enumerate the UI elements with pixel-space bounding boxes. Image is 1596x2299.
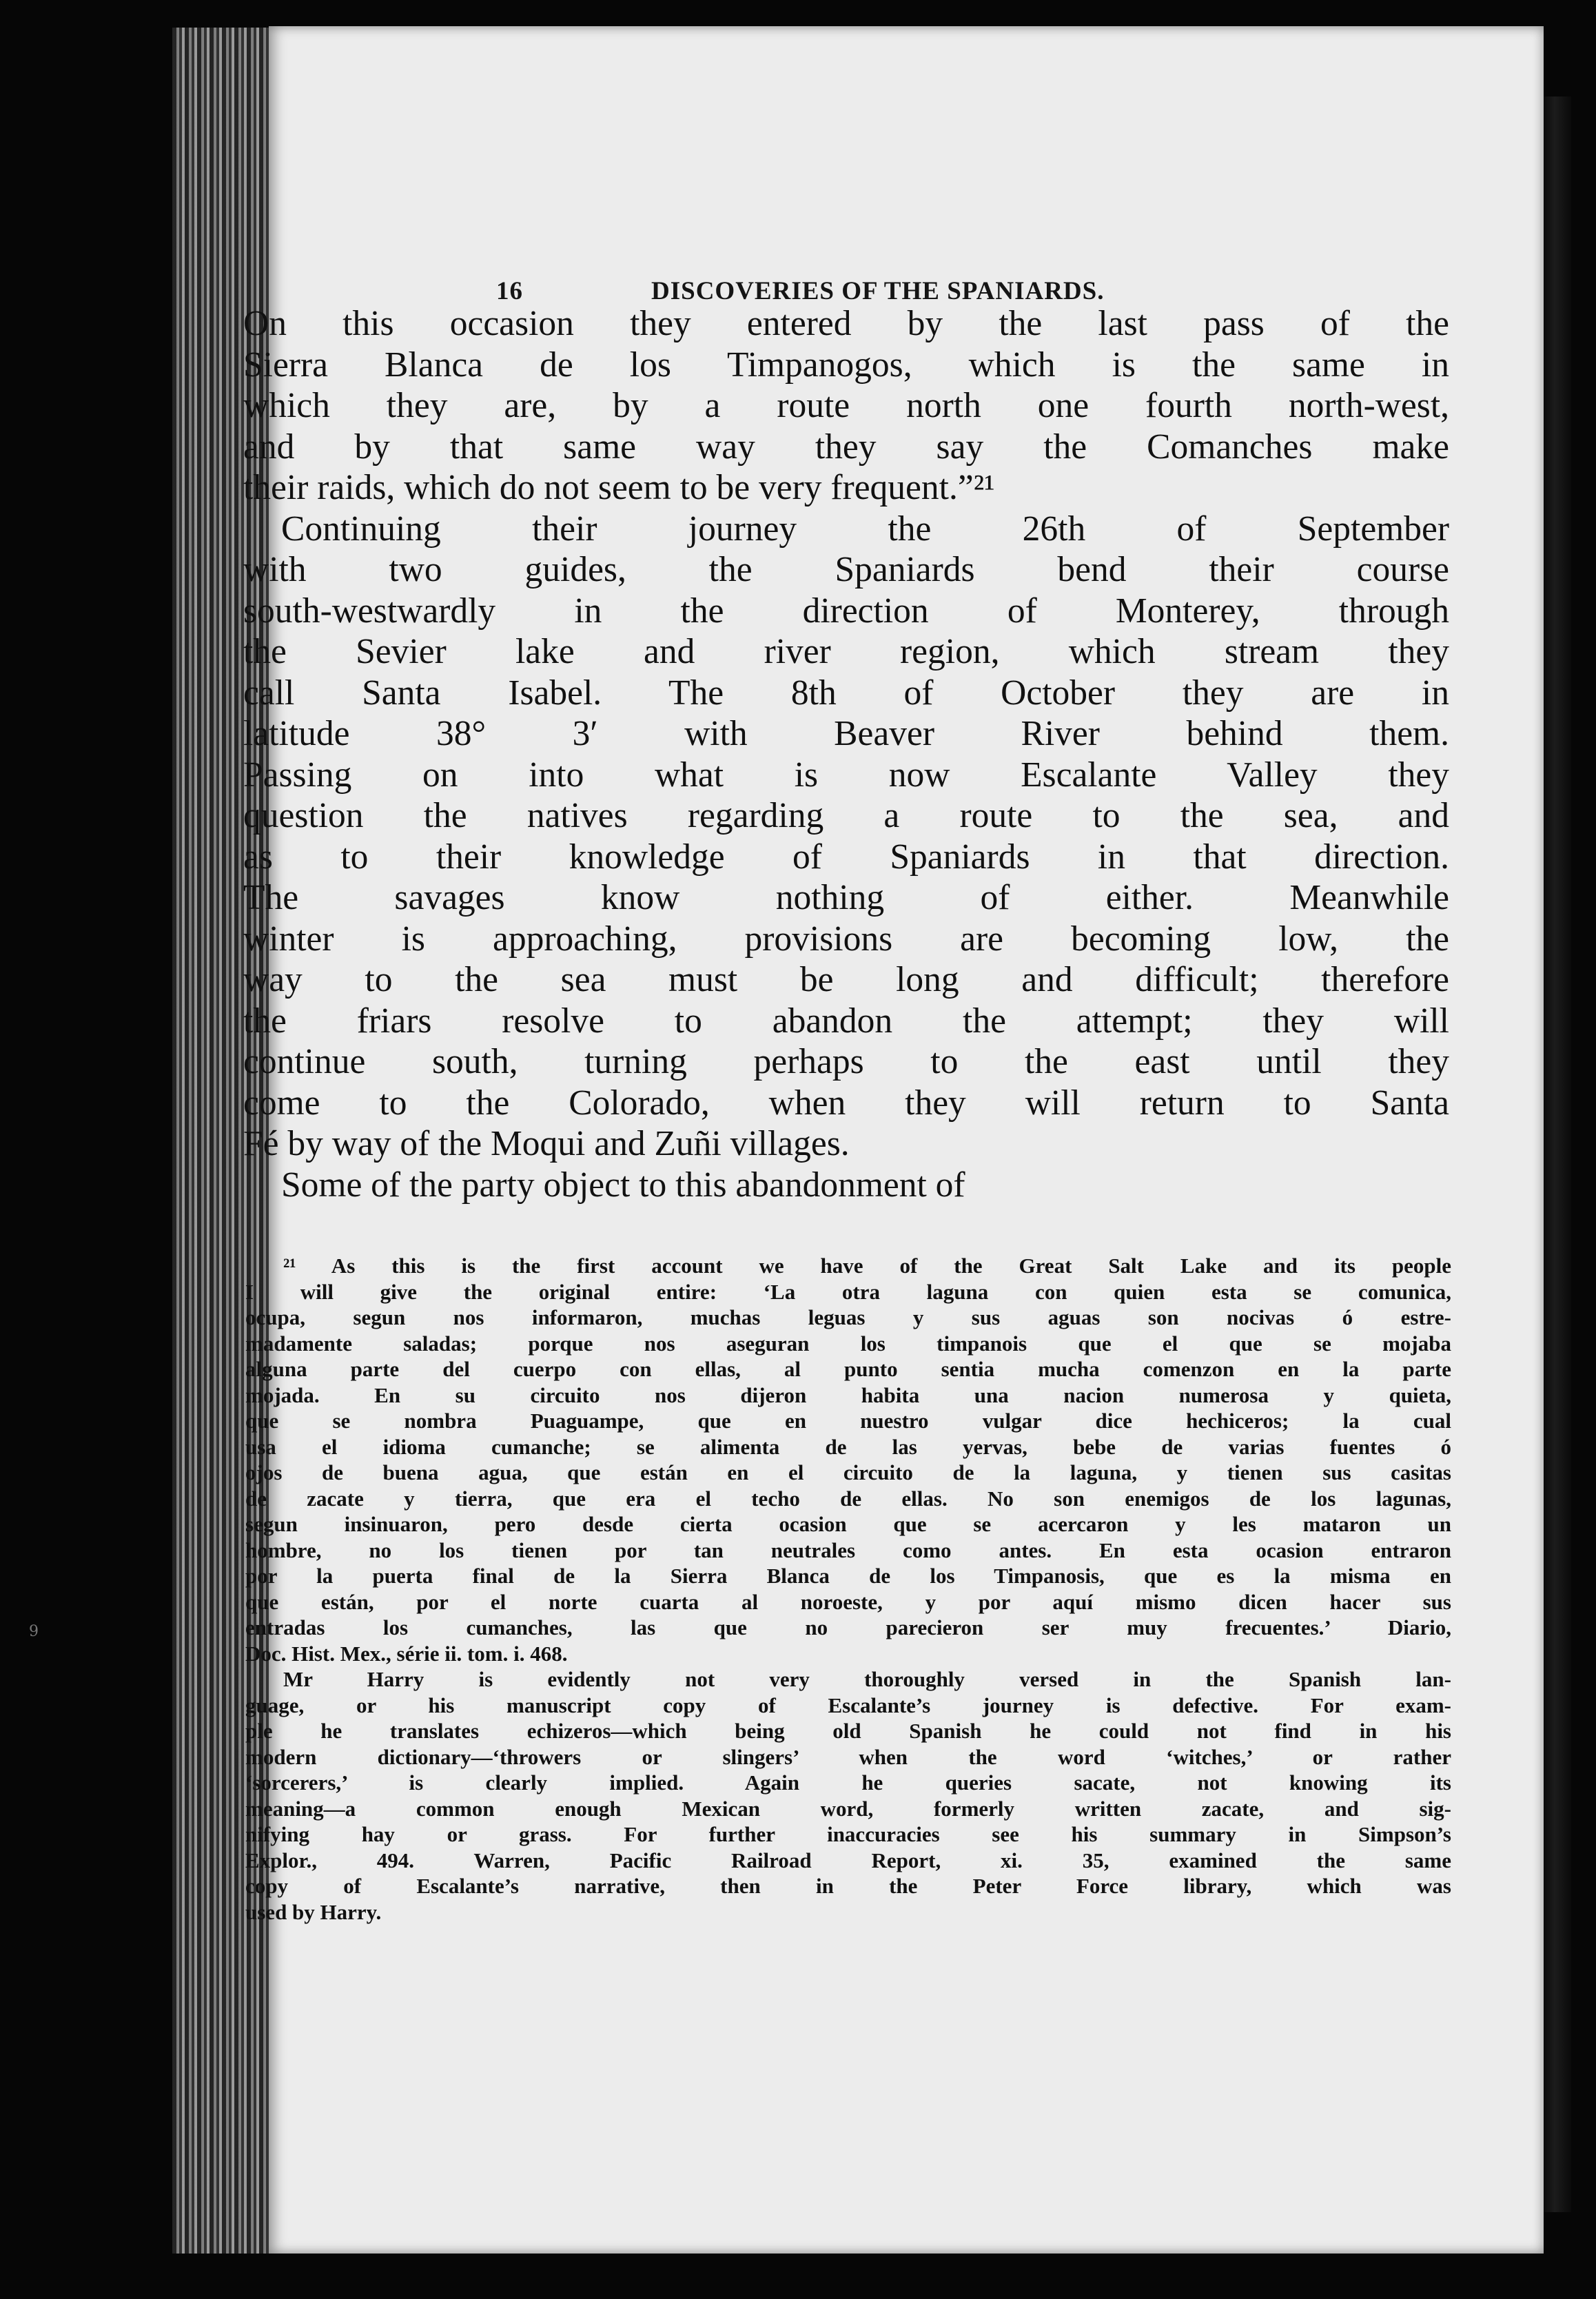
- margin-mark: 9: [29, 1623, 39, 1640]
- footnote-line: mojada. En su circuito nos dijeron habita una nacion numerosa y quieta,: [245, 1382, 1451, 1407]
- footnote-line: por la puerta final de la Sierra Blanca de los Timpanosis, que es la misma en: [245, 1564, 1451, 1588]
- body-line: Some of the party object to this abandonment of: [281, 1165, 965, 1205]
- footnote-line: hombre, no los tienen por tan neutrales como antes. En esta ocasion entraron: [245, 1537, 1451, 1562]
- footnote-line: nifying hay or grass. For further inaccuracies see his summary in Simpson’s: [245, 1822, 1451, 1846]
- body-line: Passing on into what is now Escalante Valley they: [243, 755, 1449, 795]
- footnote-line: ojos de buena agua, que están en el circuito de la laguna, y tienen sus casitas: [245, 1460, 1451, 1484]
- body-line: and by that same way they say the Comanches make: [243, 427, 1449, 467]
- footnote-line: que están, por el norte cuarta al noroeste, y por aquí mismo dicen hacer sus: [245, 1589, 1451, 1614]
- footnote-line: de zacate y tierra, que era el techo de ellas. No son enemigos de los lagunas,: [245, 1486, 1451, 1511]
- footnote-line: ocupa, segun nos informaron, muchas leguas y sus aguas son nocivas ó estre-: [245, 1305, 1451, 1329]
- footnote-line: entradas los cumanches, las que no parecieron ser muy frecuentes.’ Diario,: [245, 1615, 1451, 1639]
- footnote-line: que se nombra Puaguampe, que en nuestro vulgar dice hechiceros; la cual: [245, 1409, 1451, 1433]
- footnote-line: modern dictionary—‘throwers or slingers’ when the word ‘witches,’ or rather: [245, 1744, 1451, 1769]
- footnote-line: Explor., 494. Warren, Pacific Railroad Report, xi. 35, examined the same: [245, 1848, 1451, 1872]
- footnote-line: usa el idioma cumanche; se alimenta de las yervas, bebe de varias fuentes ó: [245, 1434, 1451, 1459]
- footnote-line: Doc. Hist. Mex., série ii. tom. i. 468.: [245, 1641, 568, 1666]
- body-line: which they are, by a route north one fourth north-west,: [243, 386, 1449, 425]
- body-line: Continuing their journey the 26th of September: [281, 509, 1449, 549]
- footnote-line: Mr Harry is evidently not very thoroughly versed in the Spanish lan-: [283, 1667, 1451, 1691]
- footnote-line: used by Harry.: [245, 1899, 382, 1924]
- body-line: winter is approaching, provisions are becoming low, the: [243, 919, 1449, 959]
- footnote-line: copy of Escalante’s narrative, then in the Peter Force library, which was: [245, 1874, 1451, 1898]
- page-number: 16: [496, 277, 523, 305]
- body-line: south-westwardly in the direction of Monterey, through: [243, 591, 1449, 631]
- body-line: with two guides, the Spaniards bend their course: [243, 550, 1449, 589]
- footnote-line: segun insinuaron, pero desde cierta ocasion que se acercaron y les mataron un: [245, 1512, 1451, 1536]
- body-line: call Santa Isabel. The 8th of October they are in: [243, 673, 1449, 713]
- footnotes: [245, 1253, 1451, 1925]
- body-line: On this occasion they entered by the last pass of the: [243, 304, 1449, 343]
- body-line: question the natives regarding a route to the sea, and: [243, 796, 1449, 835]
- footnote-line: meaning—a common enough Mexican word, formerly written zacate, and sig-: [245, 1796, 1451, 1821]
- footnote-line: ‘sorcerers,’ is clearly implied. Again he queries sacate, not knowing its: [245, 1770, 1451, 1795]
- footnote-line: ple he translates echizeros—which being old Spanish he could not find in his: [245, 1719, 1451, 1743]
- body-line: latitude 38° 3′ with Beaver River behind them.: [243, 714, 1449, 753]
- body-line: Sierra Blanca de los Timpanogos, which is the same in: [243, 345, 1449, 385]
- footnote-line: ²¹ As this is the first account we have of the Great Salt Lake and its people: [283, 1254, 1451, 1278]
- book-gutter-shadow: [1544, 96, 1571, 2212]
- body-line: Fé by way of the Moqui and Zuñi villages.: [243, 1124, 850, 1163]
- footnote-line: madamente saladas; porque nos aseguran los timpanois que el que se mojaba: [245, 1331, 1451, 1356]
- body-line: come to the Colorado, when they will return to Santa: [243, 1083, 1449, 1123]
- footnote-line: guage, or his manuscript copy of Escalante’s journey is defective. For exam-: [245, 1693, 1451, 1717]
- footnote-line: alguna parte del cuerpo con ellas, al punto sentia mucha comenzon en la parte: [245, 1357, 1451, 1381]
- body-line: the Sevier lake and river region, which stream they: [243, 632, 1449, 671]
- body-line: as to their knowledge of Spaniards in that direction.: [243, 837, 1449, 877]
- body-line: way to the sea must be long and difficult; therefore: [243, 960, 1449, 999]
- body-text: [243, 303, 1449, 1205]
- body-line: their raids, which do not seem to be very frequent.”²¹: [243, 468, 995, 507]
- body-line: The savages know nothing of either. Meanwhile: [243, 878, 1449, 917]
- footnote-line: I will give the original entire: ‘La otra laguna con quien esta se comunica,: [245, 1279, 1451, 1304]
- running-title: DISCOVERIES OF THE SPANIARDS.: [651, 277, 1105, 305]
- body-line: the friars resolve to abandon the attempt; they will: [243, 1001, 1449, 1041]
- body-line: continue south, turning perhaps to the east until they: [243, 1042, 1449, 1081]
